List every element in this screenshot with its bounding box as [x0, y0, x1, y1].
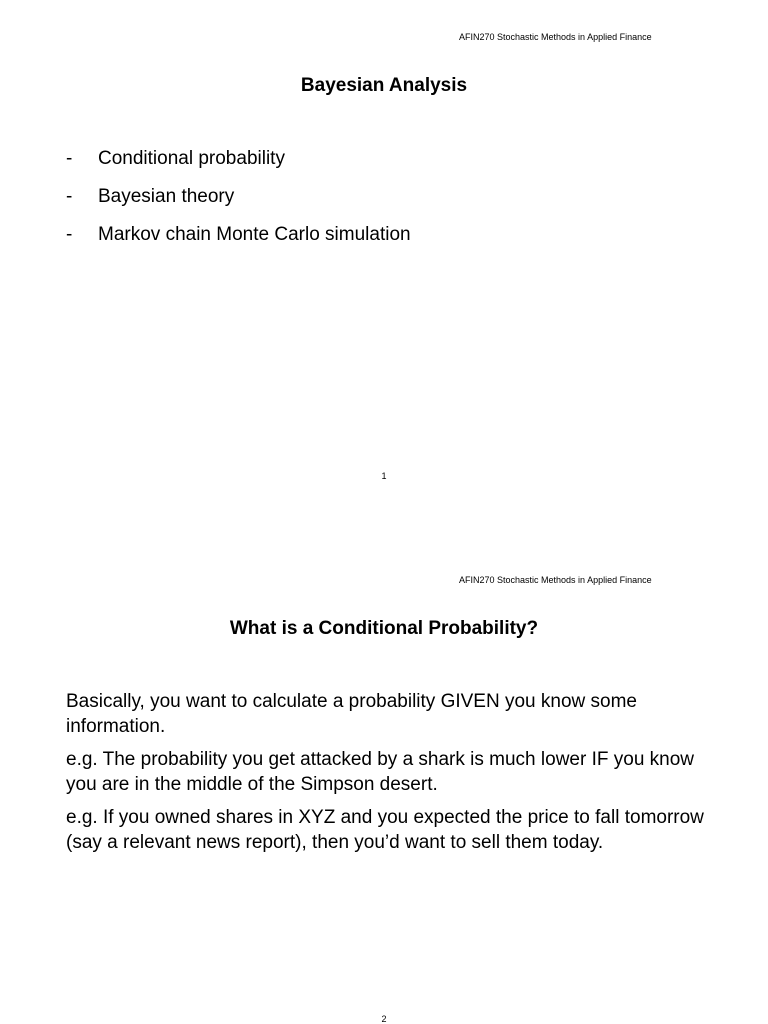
bullet-text: Markov chain Monte Carlo simulation	[98, 224, 411, 245]
bullet-item	[0, 224, 768, 262]
slide-title: Bayesian Analysis	[300, 75, 468, 96]
bullet-text: Bayesian theory	[98, 186, 235, 207]
bullet-item	[0, 186, 768, 224]
page-number: 2	[381, 1014, 387, 1024]
bullet-list	[0, 148, 768, 262]
paragraph: e.g. If you owned shares in XYZ and you expected the price to fall tomorrow (say a relevant news report), then you’d want to sell them today.	[66, 807, 704, 853]
running-header: AFIN270 Stochastic Methods in Applied Finance	[459, 575, 652, 585]
bullet-dash-icon: -	[66, 224, 73, 245]
paragraph: e.g. The probability you get attacked by a shark is much lower IF you know you are in the middle of the Simpson desert.	[66, 749, 695, 795]
running-header: AFIN270 Stochastic Methods in Applied Finance	[459, 32, 652, 42]
paragraph: Basically, you want to calculate a probability GIVEN you know some information.	[66, 691, 637, 737]
bullet-dash-icon: -	[66, 148, 73, 169]
page-number: 1	[381, 471, 387, 481]
bullet-dash-icon: -	[66, 186, 73, 207]
document-page-2	[0, 543, 768, 1024]
body-text	[66, 689, 716, 863]
bullet-item	[0, 148, 768, 186]
bullet-text: Conditional probability	[98, 148, 285, 169]
slide-title: What is a Conditional Probability?	[229, 618, 539, 639]
